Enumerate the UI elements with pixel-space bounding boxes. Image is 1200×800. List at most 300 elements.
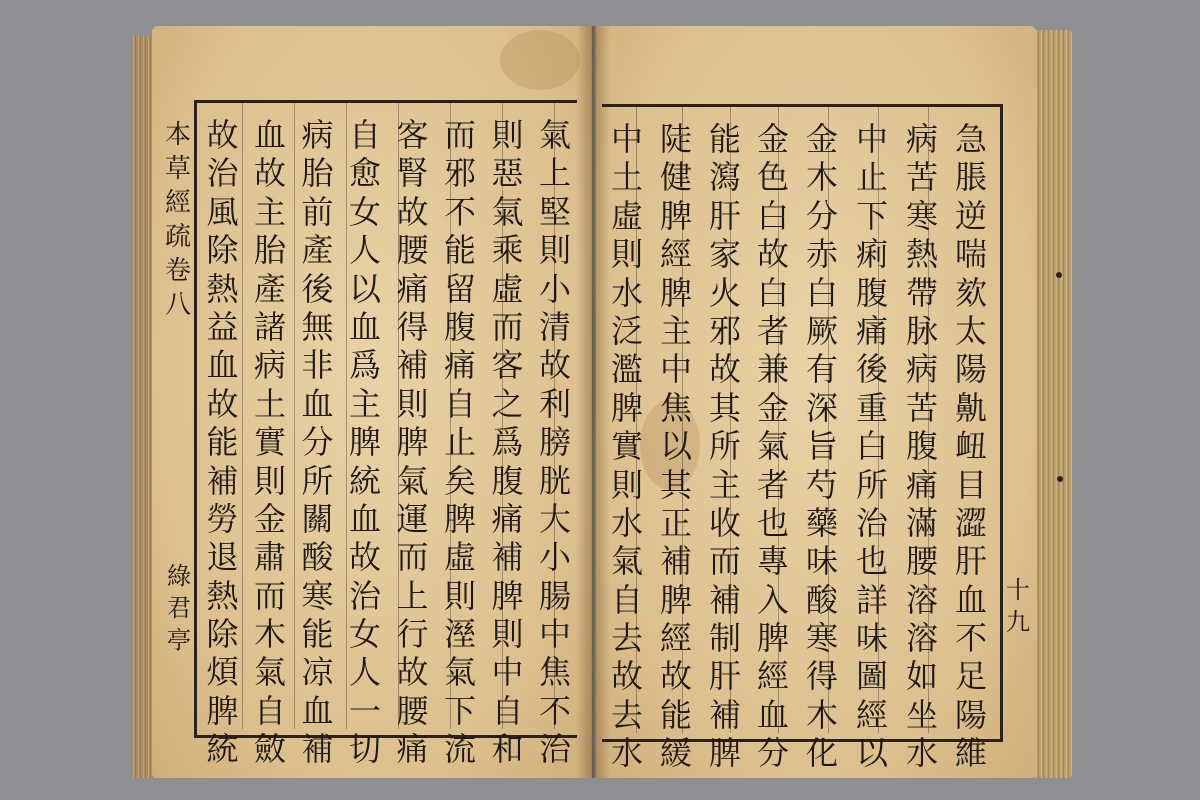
text-column	[489, 116, 527, 769]
text-char: 人	[348, 231, 381, 270]
text-char: 故	[538, 346, 571, 385]
margin-title-char: 經	[164, 188, 191, 218]
text-char: 肝	[708, 196, 741, 235]
text-char: 氣	[491, 192, 524, 231]
text-char: 煩	[206, 653, 239, 692]
text-char: 不	[443, 192, 476, 231]
text-char: 酸	[301, 538, 334, 577]
text-char: 行	[396, 615, 429, 654]
text-char: 木	[805, 158, 838, 197]
text-char: 厥	[805, 311, 838, 350]
text-column	[536, 116, 574, 769]
text-char: 氣	[610, 542, 643, 581]
text-char: 凉	[301, 653, 334, 692]
text-char: 寒	[805, 619, 838, 658]
margin-publisher-char: 亭	[167, 626, 191, 654]
text-char: 寒	[301, 576, 334, 615]
text-char: 產	[301, 231, 334, 270]
text-char: 金	[756, 388, 789, 427]
text-char: 腰	[396, 691, 429, 730]
margin-title-char: 疏	[164, 222, 191, 252]
text-char: 血	[348, 307, 381, 346]
text-char: 止	[855, 158, 888, 197]
text-char: 圖	[855, 657, 888, 696]
text-char: 虛	[491, 269, 524, 308]
text-char: 上	[538, 154, 571, 193]
text-char: 溶	[905, 580, 938, 619]
text-char: 氣	[396, 461, 429, 500]
text-char: 故	[756, 235, 789, 274]
text-char: 乘	[491, 231, 524, 270]
text-char: 流	[443, 730, 476, 769]
text-char: 而	[443, 116, 476, 154]
binding-mark	[1056, 272, 1062, 278]
text-char: 也	[756, 503, 789, 542]
text-char: 得	[805, 657, 838, 696]
text-char: 土	[253, 384, 286, 423]
text-char: 能	[443, 231, 476, 270]
text-char: 脾	[396, 423, 429, 462]
text-char: 得	[396, 307, 429, 346]
text-char: 陽	[954, 350, 987, 389]
text-char: 深	[805, 388, 838, 427]
text-char: 後	[301, 269, 334, 308]
text-char: 血	[301, 384, 334, 423]
text-char: 木	[805, 695, 838, 734]
text-char: 脾	[659, 273, 692, 312]
text-char: 者	[756, 465, 789, 504]
text-char: 色	[756, 158, 789, 197]
text-column	[803, 120, 841, 773]
text-char: 諸	[253, 307, 286, 346]
text-char: 腹	[855, 273, 888, 312]
margin-publisher-char: 綠	[167, 562, 191, 590]
text-char: 藥	[805, 503, 838, 542]
text-char: 一	[348, 691, 381, 730]
text-char: 脾	[206, 691, 239, 730]
text-char: 脾	[610, 388, 643, 427]
text-char: 經	[756, 657, 789, 696]
text-char: 退	[206, 538, 239, 577]
text-char: 中	[491, 653, 524, 692]
text-column	[853, 120, 891, 773]
text-char: 實	[610, 427, 643, 466]
text-char: 補	[396, 346, 429, 385]
text-char: 木	[253, 615, 286, 654]
text-char: 留	[443, 269, 476, 308]
text-char: 者	[756, 311, 789, 350]
text-char: 如	[905, 657, 938, 696]
text-char: 氣	[538, 116, 571, 154]
text-char: 不	[954, 619, 987, 658]
text-char: 肝	[954, 542, 987, 581]
text-char: 經	[659, 619, 692, 658]
text-char: 矣	[443, 461, 476, 500]
text-char: 坐	[905, 695, 938, 734]
text-char: 堅	[538, 192, 571, 231]
text-char: 脾	[443, 499, 476, 538]
text-char: 溶	[905, 619, 938, 658]
text-char: 女	[348, 615, 381, 654]
text-char: 中	[659, 350, 692, 389]
text-char: 故	[396, 653, 429, 692]
text-char: 自	[443, 384, 476, 423]
text-char: 痛	[396, 269, 429, 308]
right-page-edges	[1030, 30, 1072, 778]
text-char: 火	[708, 273, 741, 312]
text-char: 清	[538, 307, 571, 346]
text-char: 小	[538, 538, 571, 577]
text-char: 利	[538, 384, 571, 423]
text-char: 虛	[443, 538, 476, 577]
text-char: 治	[348, 576, 381, 615]
text-char: 脾	[756, 619, 789, 658]
text-char: 味	[805, 542, 838, 581]
text-char: 非	[301, 346, 334, 385]
text-char: 胎	[301, 154, 334, 193]
text-char: 苦	[905, 158, 938, 197]
text-column	[204, 116, 242, 769]
text-char: 赤	[805, 235, 838, 274]
text-char: 自	[491, 691, 524, 730]
text-char: 金	[756, 120, 789, 158]
text-char: 虛	[610, 196, 643, 235]
binding-mark	[1057, 476, 1063, 482]
text-char: 而	[708, 542, 741, 581]
text-char: 實	[253, 423, 286, 462]
text-char: 苦	[905, 388, 938, 427]
text-char: 鼽	[954, 388, 987, 427]
text-char: 瀉	[708, 158, 741, 197]
text-char: 欬	[954, 273, 987, 312]
text-char: 病	[301, 116, 334, 154]
text-char: 寒	[905, 196, 938, 235]
text-char: 胎	[253, 231, 286, 270]
text-char: 以	[659, 427, 692, 466]
text-char: 濫	[610, 350, 643, 389]
text-column	[657, 120, 695, 773]
text-char: 腹	[443, 307, 476, 346]
text-char: 以	[855, 734, 888, 773]
text-char: 治	[538, 730, 571, 769]
text-char: 經	[659, 235, 692, 274]
text-char: 故	[253, 154, 286, 193]
text-char: 自	[253, 691, 286, 730]
text-char: 分	[805, 196, 838, 235]
text-char: 有	[805, 350, 838, 389]
text-char: 肝	[708, 657, 741, 696]
text-char: 病	[905, 120, 938, 158]
margin-publisher-char: 君	[167, 594, 191, 622]
text-char: 補	[206, 461, 239, 500]
text-char: 痛	[905, 465, 938, 504]
text-char: 正	[659, 503, 692, 542]
text-char: 水	[610, 273, 643, 312]
text-char: 痛	[396, 730, 429, 769]
text-char: 健	[659, 158, 692, 197]
folio-number	[1004, 574, 1032, 638]
text-char: 邪	[708, 311, 741, 350]
text-char: 則	[610, 235, 643, 274]
text-char: 自	[348, 116, 381, 154]
text-column	[952, 120, 990, 773]
text-char: 血	[348, 499, 381, 538]
text-char: 化	[805, 734, 838, 773]
text-char: 腎	[396, 154, 429, 193]
text-char: 白	[805, 273, 838, 312]
text-char: 而	[253, 576, 286, 615]
text-column	[346, 116, 384, 769]
text-char: 而	[491, 307, 524, 346]
text-char: 主	[708, 465, 741, 504]
text-char: 土	[610, 158, 643, 197]
text-char: 專	[756, 542, 789, 581]
text-char: 自	[610, 580, 643, 619]
text-char: 則	[443, 576, 476, 615]
text-char: 旨	[805, 427, 838, 466]
text-char: 故	[206, 116, 239, 154]
text-char: 熱	[206, 576, 239, 615]
text-column	[441, 116, 479, 769]
text-char: 切	[348, 730, 381, 769]
text-char: 統	[206, 730, 239, 769]
margin-title-char: 草	[164, 154, 191, 184]
text-char: 氣	[756, 427, 789, 466]
text-char: 人	[348, 653, 381, 692]
text-char: 統	[348, 461, 381, 500]
text-char: 治	[855, 503, 888, 542]
text-char: 則	[538, 231, 571, 270]
text-char: 主	[348, 384, 381, 423]
text-char: 脹	[954, 158, 987, 197]
text-char: 惡	[491, 154, 524, 193]
text-char: 目	[954, 465, 987, 504]
text-char: 肅	[253, 538, 286, 577]
text-char: 關	[301, 499, 334, 538]
text-char: 陽	[954, 695, 987, 734]
text-char: 維	[954, 734, 987, 773]
text-char: 膀	[538, 423, 571, 462]
text-char: 帶	[905, 273, 938, 312]
text-char: 其	[659, 465, 692, 504]
text-char: 後	[855, 350, 888, 389]
text-char: 制	[708, 619, 741, 658]
text-char: 脾	[491, 576, 524, 615]
text-char: 味	[855, 619, 888, 658]
text-char: 和	[491, 730, 524, 769]
margin-title-char: 八	[164, 290, 191, 320]
text-char: 客	[491, 346, 524, 385]
text-char: 水	[610, 734, 643, 773]
text-char: 腸	[538, 576, 571, 615]
text-char: 補	[301, 730, 334, 769]
text-char: 分	[301, 423, 334, 462]
paper-stain	[500, 30, 580, 90]
text-char: 水	[905, 734, 938, 773]
text-char: 則	[253, 461, 286, 500]
text-char: 白	[756, 196, 789, 235]
text-char: 脾	[659, 580, 692, 619]
text-char: 止	[443, 423, 476, 462]
text-char: 氣	[443, 653, 476, 692]
text-char: 之	[491, 384, 524, 423]
text-char: 血	[756, 695, 789, 734]
text-char: 入	[756, 580, 789, 619]
text-char: 去	[610, 619, 643, 658]
text-char: 客	[396, 116, 429, 154]
text-char: 胱	[538, 461, 571, 500]
text-char: 能	[301, 615, 334, 654]
text-column	[251, 116, 289, 769]
text-char: 前	[301, 192, 334, 231]
text-char: 中	[610, 120, 643, 158]
text-char: 急	[954, 120, 987, 158]
text-char: 泛	[610, 311, 643, 350]
folio-char: 十	[1006, 576, 1030, 604]
text-char: 益	[206, 307, 239, 346]
text-char: 白	[756, 273, 789, 312]
text-char: 脉	[905, 311, 938, 350]
text-char: 女	[348, 192, 381, 231]
text-char: 脾	[659, 196, 692, 235]
text-char: 痛	[443, 346, 476, 385]
text-char: 勞	[206, 499, 239, 538]
text-char: 水	[610, 503, 643, 542]
text-char: 也	[855, 542, 888, 581]
text-char: 以	[348, 269, 381, 308]
text-column	[706, 120, 744, 773]
text-char: 補	[708, 695, 741, 734]
text-char: 血	[253, 116, 286, 154]
margin-title-char: 本	[164, 120, 191, 150]
text-char: 白	[855, 427, 888, 466]
text-char: 故	[659, 657, 692, 696]
text-char: 中	[538, 615, 571, 654]
text-char: 太	[954, 311, 987, 350]
text-char: 足	[954, 657, 987, 696]
text-char: 收	[708, 503, 741, 542]
text-char: 痢	[855, 235, 888, 274]
text-column	[299, 116, 337, 769]
text-char: 主	[253, 192, 286, 231]
text-char: 痛	[855, 311, 888, 350]
text-char: 故	[396, 192, 429, 231]
text-char: 金	[805, 120, 838, 158]
text-char: 補	[708, 580, 741, 619]
text-char: 芍	[805, 465, 838, 504]
text-char: 補	[659, 542, 692, 581]
text-char: 緩	[659, 734, 692, 773]
text-char: 除	[206, 615, 239, 654]
text-char: 不	[538, 691, 571, 730]
text-char: 血	[954, 580, 987, 619]
text-char: 血	[206, 346, 239, 385]
text-char: 重	[855, 388, 888, 427]
text-char: 喘	[954, 235, 987, 274]
text-char: 逆	[954, 196, 987, 235]
text-char: 腹	[905, 427, 938, 466]
text-char: 去	[610, 695, 643, 734]
text-char: 斂	[253, 730, 286, 769]
text-char: 大	[538, 499, 571, 538]
text-char: 病	[253, 346, 286, 385]
text-char: 則	[491, 116, 524, 154]
text-char: 焦	[538, 653, 571, 692]
margin-publisher	[165, 560, 193, 656]
text-char: 焦	[659, 388, 692, 427]
text-char: 其	[708, 388, 741, 427]
text-char: 風	[206, 192, 239, 231]
text-char: 腰	[905, 542, 938, 581]
text-column	[394, 116, 432, 769]
text-char: 運	[396, 499, 429, 538]
text-char: 酸	[805, 580, 838, 619]
text-char: 滿	[905, 503, 938, 542]
text-char: 脾	[708, 734, 741, 773]
text-column	[608, 120, 646, 773]
text-char: 小	[538, 269, 571, 308]
text-char: 能	[708, 120, 741, 158]
text-char: 病	[905, 350, 938, 389]
text-char: 邪	[443, 154, 476, 193]
text-char: 所	[708, 427, 741, 466]
text-char: 除	[206, 231, 239, 270]
text-char: 上	[396, 576, 429, 615]
text-char: 治	[206, 154, 239, 193]
text-char: 血	[301, 691, 334, 730]
text-char: 故	[348, 538, 381, 577]
text-char: 脾	[348, 423, 381, 462]
folio-char: 九	[1006, 608, 1030, 636]
text-char: 下	[855, 196, 888, 235]
text-char: 則	[491, 615, 524, 654]
text-char: 詳	[855, 580, 888, 619]
text-char: 則	[396, 384, 429, 423]
text-char: 能	[659, 695, 692, 734]
text-char: 痛	[491, 499, 524, 538]
margin-book-title	[163, 118, 193, 322]
text-char: 故	[610, 657, 643, 696]
text-char: 所	[301, 461, 334, 500]
text-char: 氣	[253, 653, 286, 692]
text-char: 所	[855, 465, 888, 504]
text-char: 腰	[396, 231, 429, 270]
text-char: 經	[855, 695, 888, 734]
text-char: 金	[253, 499, 286, 538]
text-char: 家	[708, 235, 741, 274]
text-char: 澀	[954, 503, 987, 542]
text-char: 無	[301, 307, 334, 346]
text-char: 腹	[491, 461, 524, 500]
text-char: 能	[206, 423, 239, 462]
text-column	[754, 120, 792, 773]
text-char: 熱	[905, 235, 938, 274]
text-char: 爲	[491, 423, 524, 462]
text-char: 衄	[954, 427, 987, 466]
text-char: 故	[708, 350, 741, 389]
text-char: 補	[491, 538, 524, 577]
text-char: 陡	[659, 120, 692, 158]
margin-title-char: 卷	[164, 256, 191, 286]
text-char: 兼	[756, 350, 789, 389]
text-char: 中	[855, 120, 888, 158]
text-char: 而	[396, 538, 429, 577]
text-char: 主	[659, 311, 692, 350]
text-char: 愈	[348, 154, 381, 193]
text-char: 爲	[348, 346, 381, 385]
text-char: 溼	[443, 615, 476, 654]
text-char: 下	[443, 691, 476, 730]
